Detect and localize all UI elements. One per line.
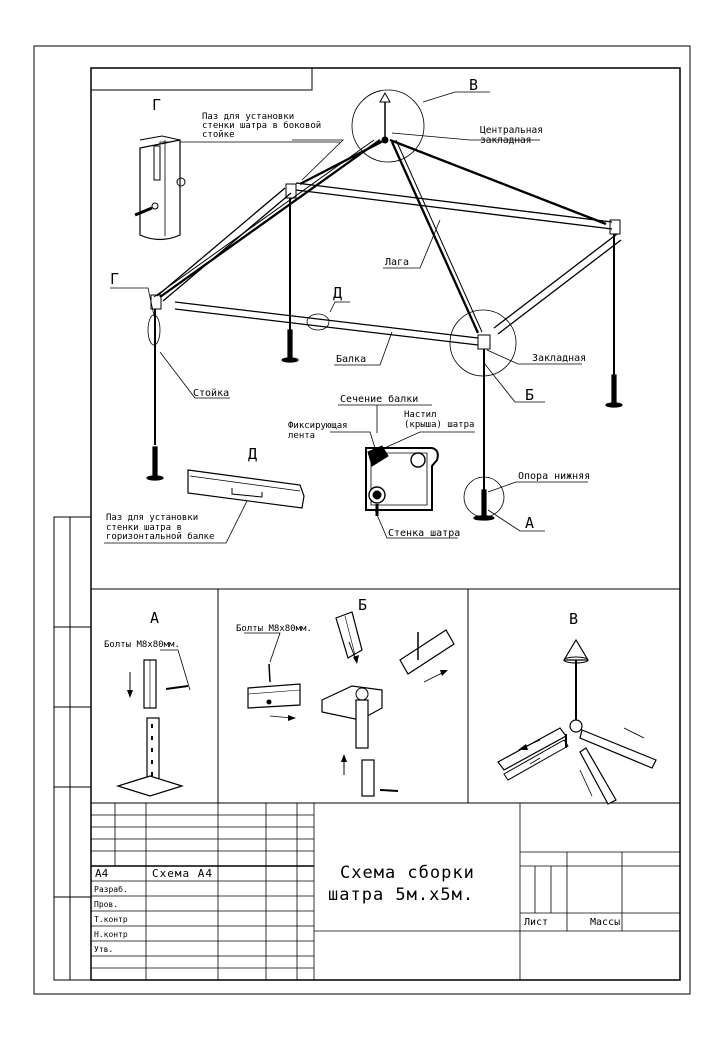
format-label: A4 xyxy=(95,867,109,880)
role-tech-control: Т.контр xyxy=(94,915,128,924)
central-embed-line2: закладная xyxy=(480,135,532,146)
detail-v-title: В xyxy=(569,610,579,628)
sheet-label: Лист xyxy=(524,917,549,928)
title-line1: Схема сборки xyxy=(340,863,475,883)
roof-line2: (крыша) шатра xyxy=(404,420,475,430)
central-embed-line1: Центральная xyxy=(480,125,543,136)
post-label: Стойка xyxy=(193,388,230,399)
lower-support-label: Опора нижняя xyxy=(518,471,591,482)
detail-v-drawing xyxy=(498,640,656,804)
slot-post-label xyxy=(202,113,321,140)
slot-beam-line1: Паз для установки xyxy=(106,513,199,523)
post-detail-g xyxy=(135,136,185,240)
fixing-tape-line1: Фиксирующая xyxy=(288,421,348,431)
slot-post-line3: стойке xyxy=(202,130,235,140)
callout-letter-b-main: Б xyxy=(525,386,535,404)
slot-beam-line2: стенки шатра в xyxy=(106,522,182,533)
detail-b-drawing xyxy=(244,612,454,796)
callout-letter-v: В xyxy=(469,76,479,94)
callout-letter-g: Г xyxy=(110,270,120,288)
embed-label: Закладная xyxy=(532,353,587,364)
fixing-tape-label xyxy=(288,421,348,441)
detail-a-drawing xyxy=(118,650,190,796)
roof-label xyxy=(404,410,474,430)
callout-letter-a-main: А xyxy=(525,514,535,532)
detail-b-title: Б xyxy=(358,596,368,614)
top-stamp-box xyxy=(91,68,312,90)
left-margin-stamp xyxy=(54,517,91,980)
title-line2: шатра 5м.х5м. xyxy=(328,885,475,905)
tent-wall-label: Стенка шатра xyxy=(388,528,461,539)
rafter-label: Лага xyxy=(385,257,410,268)
callout-letter-g-top: Г xyxy=(152,96,162,114)
slot-post-line2: стенки шатра в боковой xyxy=(202,121,322,131)
slot-beam-label xyxy=(106,514,214,543)
role-norm-control: Н.контр xyxy=(94,930,128,939)
detail-a-title: А xyxy=(150,609,160,627)
slot-post-line1: Паз для установки xyxy=(202,112,295,122)
roof-line1: Настил xyxy=(404,410,437,420)
callout-letter-d-detail: Д xyxy=(248,445,258,463)
callout-letter-d-main: Д xyxy=(333,284,343,302)
role-checker: Пров. xyxy=(94,900,119,909)
fixing-tape-line2: лента xyxy=(288,431,316,441)
detail-a-bolts-label: Болты М8х80мм. xyxy=(104,640,180,650)
role-approver: Утв. xyxy=(94,945,114,954)
callout-circle-d xyxy=(307,314,329,330)
beam-section xyxy=(366,446,438,516)
beam-label: Балка xyxy=(336,354,367,365)
role-developer: Разраб. xyxy=(94,885,128,894)
mass-label: Массы xyxy=(590,917,621,928)
slot-beam-line3: горизонтальной балке xyxy=(106,532,215,542)
beam-section-label: Сечение балки xyxy=(340,394,419,405)
detail-b-bolts-label: Болты М8х80мм. xyxy=(236,624,312,634)
central-embed-label xyxy=(480,126,543,146)
doc-code: Схема А4 xyxy=(152,867,213,880)
